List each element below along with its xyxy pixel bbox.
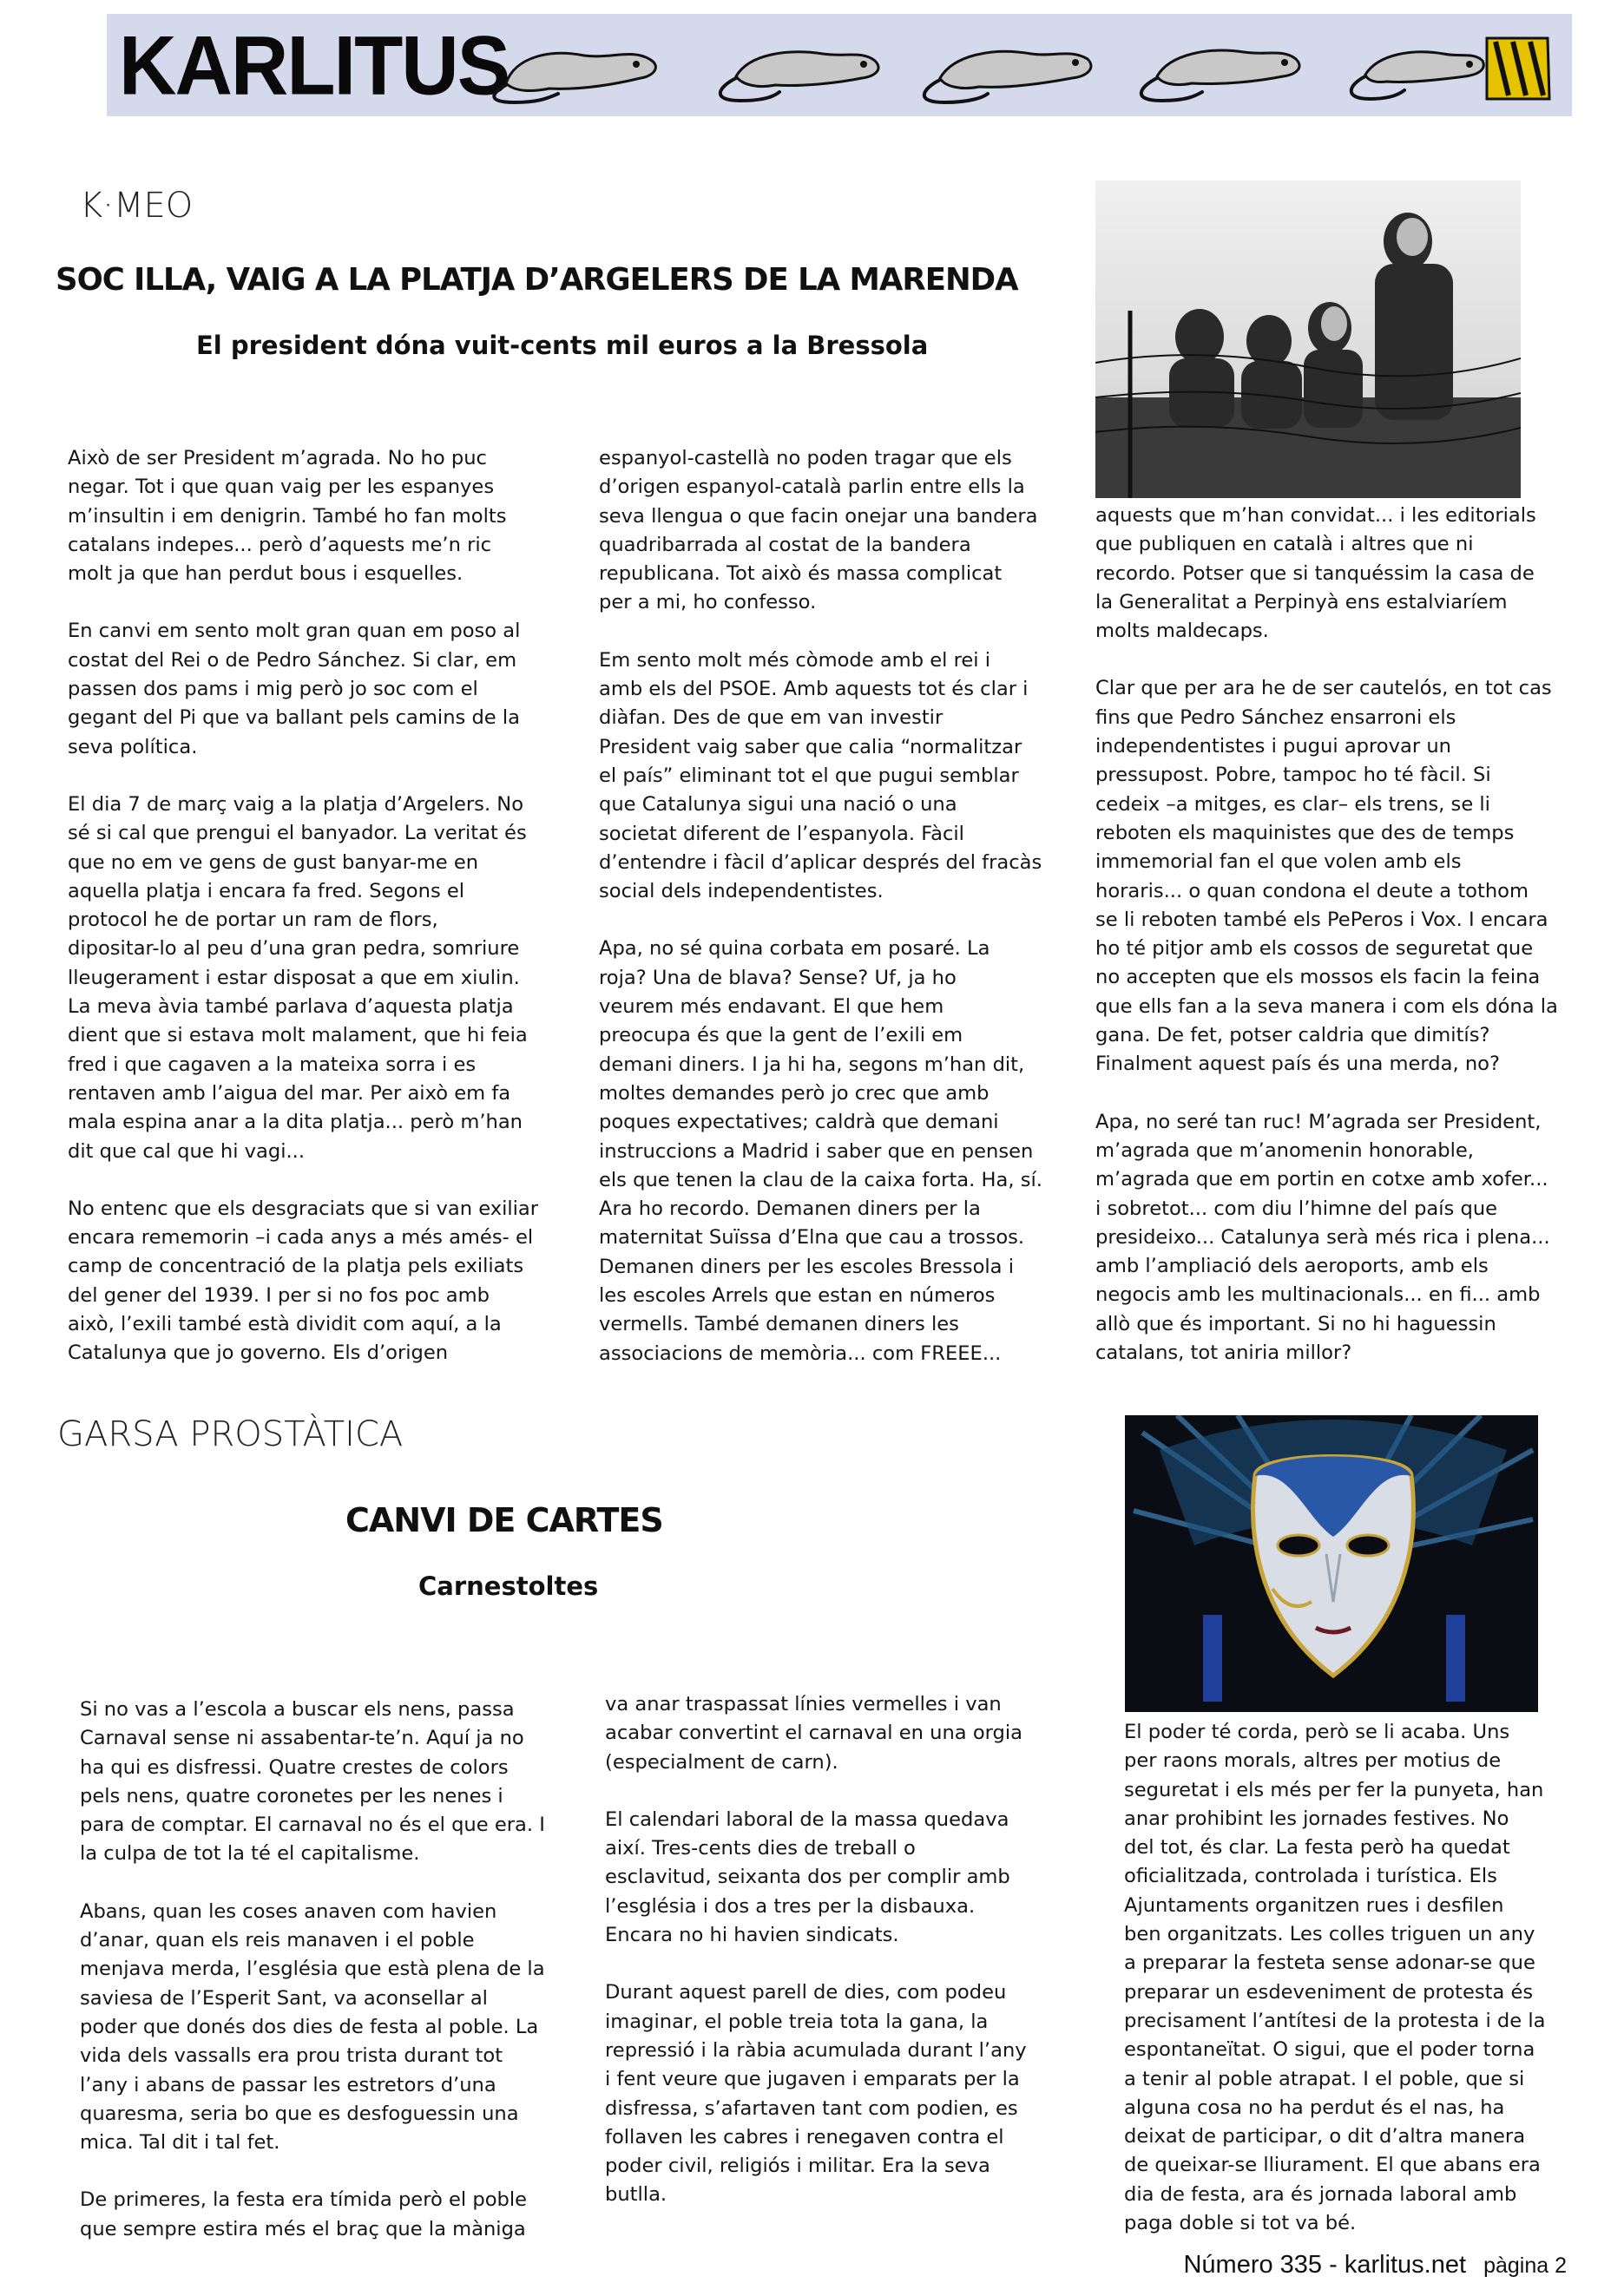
headline: SOC ILLA, VAIG A LA PLATJA D’ARGELERS DE LA MARENDA (56, 262, 1018, 298)
article-column (1095, 502, 1581, 1368)
article-column (599, 444, 1085, 1368)
masthead (107, 14, 1572, 116)
section-title: GARSA PROSTÀTICA (57, 1414, 404, 1454)
masthead-title: KARLITUS (119, 19, 510, 113)
paragraph: Abans, quan les coses anaven com havien d’anar, quan els reis manaven i el poble menjava merda, l’església que està plena de la saviesa de l’Esperit Sant, va aconsellar al poder que donés dos dies de festa al poble. La vida dels vassalls era prou trista durant tot l’any i abans de passar les estretors d’una quaresma, seria bo que es desfoguessin una mica. Tal dit i tal fet. (80, 1899, 545, 2155)
headline: CANVI DE CARTES (345, 1501, 663, 1539)
internment-camp-photo (1095, 180, 1521, 498)
paragraph: Clar que per ara he de ser cautelós, en tot cas fins que Pedro Sánchez ensarroni els independentistes i pugui aprovar un pressupost. Pobre, tampoc ho té fàcil. Si cedeix –a mitges, es clar– els trens, se li reboten els maquinistes que des de temps immemorial fan el que volen amb els horaris... o quan condona el deute a tothom se li reboten també els PePeros i Vox. I encara ho té pitjor amb els cossos de seguretat que no accepten que els mossos els facin la feina que ells fan a la seva manera i com els dóna la gana. De fet, potser caldria que dimitís? Finalment aquest país és una merda, no? (1095, 677, 1558, 1076)
paragraph: De primeres, la festa era tímida però el poble que sempre estira més el braç que la màniga (80, 2188, 528, 2240)
rats-illustration (489, 23, 1552, 109)
issue-number: Número 335 - karlitus.net (1183, 2251, 1467, 2279)
paragraph: En canvi em sento molt gran quan em poso al costat del Rei o de Pedro Sánchez. Si clar, em passen dos pams i mig però jo soc com el gegant del Pi que va ballant pels camins de la seva política. (68, 620, 521, 758)
article-column (605, 1690, 1095, 2210)
section-title: K·MEO (80, 186, 194, 226)
paragraph: No entenc que els desgraciats que si van exiliar encara rememorin –i cada anys a més amés- el camp de concentració de la platja pels exiliats del gener del 1939. I per si no fos poc amb això, l’exili també està dividit com aquí, a la Catalunya que jo governo. Els d’origen (68, 1197, 539, 1365)
paragraph: Si no vas a l’escola a buscar els nens, passa Carnaval sense ni assabentar-te’n. Aquí ja no ha qui es disfressi. Quatre crestes de colors pels nens, quatre coronetes per les nenes i para de comptar. El carnaval no és el que era. I la culpa de tot la té el capitalisme. (80, 1698, 545, 1866)
article-column (1124, 1718, 1593, 2238)
paragraph: Em sento molt més còmode amb el rei i amb els del PSOE. Amb aquests tot és clar i diàfan. Des de que em van investir President vaig saber que calia “normalitzar el país” eliminant tot el que pugui semblar que Catalunya sigui una nació o una societat diferent de l’espanyola. Fàcil d’entendre i fàcil d’aplicar després del fracàs social dels independentistes. (599, 648, 1042, 903)
paragraph: Apa, no seré tan ruc! M’agrada ser President, m’agrada que m’anomenin honorable, m’agrada que em portin en cotxe amb xofer... i sobretot... com diu l’himne del país que presideixo... Catalunya serà més rica i plena... amb l’ampliació dels aeroports, amb els negocis amb les multinacionals... en fi... amb allò que és important. Si no hi haguessin catalans, tot aniria millor? (1095, 1110, 1550, 1365)
paragraph: espanyol-castellà no poden tragar que els d’origen espanyol-català parlin entre ells la seva llengua o que facin onejar una bandera quadribarrada al costat de la bandera republicana. Tot això és massa complicat per a mi, ho confesso. (599, 447, 1038, 614)
subheadline: El president dóna vuit-cents mil euros a la Bressola (196, 331, 929, 360)
paragraph: El calendari laboral de la massa quedava així. Tres-cents dies de treball o esclavitud, seixanta dos per complir amb l’església i dos a tres per la disbauxa. Encara no hi havien sindicats. (605, 1807, 1010, 1947)
paragraph: Apa, no sé quina corbata em posaré. La roja? Una de blava? Sense? Uf, ja ho veurem més endavant. El que hem preocupa és que la gent de l’exili em demani diners. I ja hi ha, segons m’han dit, moltes demandes però jo crec que amb poques expectatives; caldrà que demani instruccions a Madrid i saber que en pensen els que tenen la clau de la caixa forta. Ha, sí. Ara ho recordo. Demanen diners per la maternitat Suïssa d’Elna que cau a trossos. Demanen diners per les escoles Bressola i les escoles Arrels que estan en números vermells. També demanen diners les associacions de memòria... com FREEE... (599, 937, 1042, 1365)
paragraph: Durant aquest parell de dies, com podeu imaginar, el poble treia tota la gana, la repressió i la ràbia acumulada durant l’any i fent veure que jugaven i emparats per la disfressa, s’afartaven tant com podien, es follaven les cabres i renegaven contra el poder civil, religiós i militar. Era la seva butlla. (605, 1981, 1027, 2207)
paragraph: Això de ser President m’agrada. No ho puc negar. Tot i que quan vaig per les espanyes m’insultin i em denigrin. També ho fan molts catalans indepes... però d’aquests me’n ric molt ja que han perdut bous i esquelles. (68, 447, 507, 586)
paragraph: va anar traspassat línies vermelles i van acabar convertint el carnaval en una orgia (especialment de carn). (605, 1693, 1022, 1774)
page-footer (1183, 2251, 1567, 2280)
paragraph: El dia 7 de març vaig a la platja d’Argelers. No sé si cal que prengui el banyador. La veritat és que no em ve gens de gust banyar-me en aquella platja i encara fa fred. Segons el protocol he de portar un ram de flors, dipositar-lo al peu d’una gran pedra, somriure lleugerament i estar disposat a que em xiulin. La meva àvia també parlava d’aquesta platja dient que si estava molt malament, que hi feia fred i que cagaven a la mateixa sorra i es rentaven amb l’aigua del mar. Per això em fa mala espina anar a la dita platja... però m’han dit que cal que hi vagi... (68, 792, 528, 1163)
subheadline: Carnestoltes (418, 1571, 599, 1601)
page-number: pàgina 2 (1483, 2253, 1567, 2278)
paragraph: aquests que m’han convidat... i les editorials que publiquen en català i altres que ni recordo. Potser que si tanquéssim la casa de la Generalitat a Perpinyà ens estalviaríem molts maldecaps. (1095, 504, 1536, 643)
article-column (68, 444, 571, 1368)
article-column (80, 1696, 592, 2244)
paragraph: El poder té corda, però se li acaba. Uns per raons morals, altres per motius de seguretat i els més per fer la punyeta, han anar prohibint les jornades festives. No del tot, és clar. La festa però ha quedat oficialitzada, controlada i turística. Els Ajuntaments organitzen rues i desfilen ben organitzats. Les colles triguen un any a preparar la festeta sense adonar-se que preparar un esdeveniment de protesta és precisament l’antítesi de la protesta i de la espontaneïtat. O sigui, que el poder torna a tenir al poble atrapat. I el poble, que si alguna cosa no ha perdut és el nas, ha deixat de participar, o dit d’altra manera de queixar-se lliurament. El que abans era dia de festa, ara és jornada laboral amb paga doble si tot va bé. (1124, 1721, 1546, 2235)
carnival-mask-photo (1125, 1415, 1538, 1712)
